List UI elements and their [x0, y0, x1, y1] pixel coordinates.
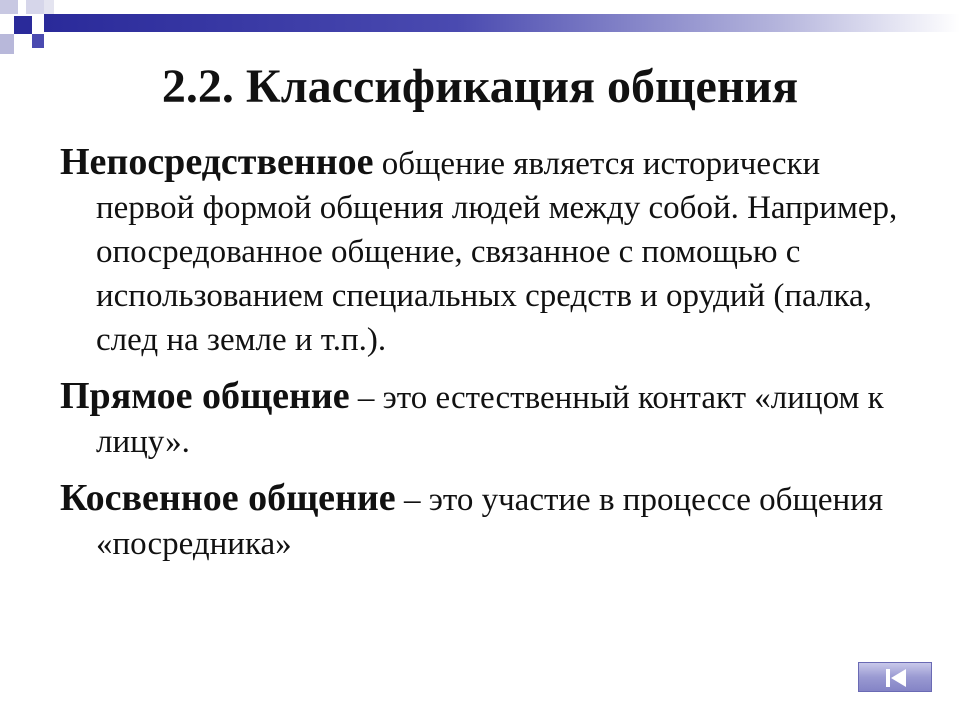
- paragraph-indirect: [60, 476, 920, 566]
- skip-to-start-icon: [884, 667, 908, 689]
- decor-square: [0, 0, 18, 14]
- term-direct: Непосредственное: [60, 141, 374, 183]
- decor-square: [26, 0, 44, 14]
- definition-direct: общение является исторически первой формой общения людей между собой. Например, опосредованное общение, связанное с помощью с использованием специальных средств и орудий (палка, след на земле и т.п.).: [96, 146, 898, 358]
- definition-straight: – это естественный контакт «лицом к лицу».: [96, 380, 884, 460]
- term-straight: Прямое общение: [60, 375, 350, 417]
- paragraph-straight: [60, 374, 920, 464]
- decor-square: [14, 16, 32, 34]
- header-gradient-bar: [44, 14, 960, 32]
- slide-body: [60, 140, 920, 578]
- term-indirect: Косвенное общение: [60, 477, 396, 519]
- decor-square: [44, 0, 54, 14]
- slide-title: 2.2. Классификация общения: [161, 60, 799, 113]
- decor-square: [32, 34, 44, 48]
- definition-indirect: – это участие в процессе общения «посредника»: [96, 482, 884, 562]
- first-slide-button[interactable]: [858, 662, 932, 692]
- decor-square: [0, 34, 14, 54]
- paragraph-direct: [60, 140, 920, 362]
